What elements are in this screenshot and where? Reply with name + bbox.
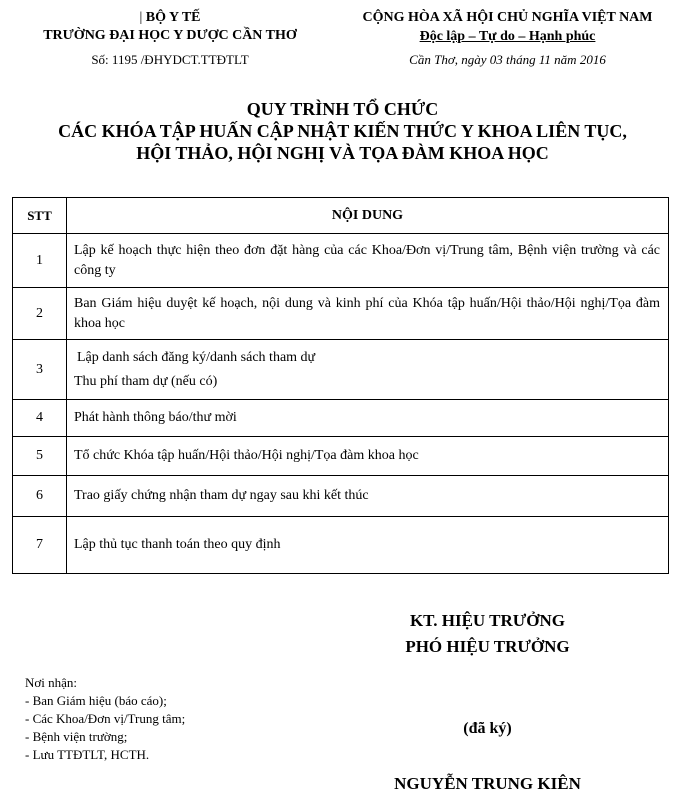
document-title-line2: CÁC KHÓA TẬP HUẤN CẬP NHẬT KIẾN THỨC Y KHOA LIÊN TỤC, [58, 121, 627, 141]
header-content: NỘI DUNG [67, 198, 669, 234]
row-stt: 5 [13, 437, 67, 476]
procedure-table [12, 197, 669, 574]
recipients-block [25, 674, 185, 764]
row-line: Thu phí tham dự (nếu có) [74, 373, 218, 389]
table-row [13, 234, 669, 288]
row-stt: 3 [13, 340, 67, 400]
row-stt: 1 [13, 234, 67, 288]
table-row [13, 517, 669, 574]
table-row [13, 400, 669, 437]
row-content: Lập thủ tục thanh toán theo quy định [67, 517, 669, 574]
header-stt: STT [13, 198, 67, 234]
row-stt: 7 [13, 517, 67, 574]
row-content: Lập kế hoạch thực hiện theo đơn đặt hàng của các Khoa/Đơn vị/Trung tâm, Bệnh viện trường và các công ty [67, 234, 669, 288]
table-header-row [13, 198, 669, 234]
signature-on-behalf: KT. HIỆU TRƯỞNG [409, 611, 566, 630]
table-row [13, 476, 669, 517]
document-title: QUY TRÌNH TỔ CHỨC [246, 99, 439, 119]
republic-heading: CỘNG HÒA XÃ HỘI CHỦ NGHĨA VIỆT NAM [362, 10, 653, 25]
recipients-heading: Nơi nhận: [25, 675, 78, 690]
signature-position: PHÓ HIỆU TRƯỞNG [405, 637, 570, 656]
row-stt: 6 [13, 476, 67, 517]
table-row [13, 437, 669, 476]
table-row [13, 340, 669, 400]
row-content: Phát hành thông báo/thư mời [67, 400, 669, 437]
row-stt: 4 [13, 400, 67, 437]
signer-name: NGUYỄN TRUNG KIÊN [394, 774, 581, 793]
table-row [13, 288, 669, 340]
row-content [67, 340, 669, 400]
row-content: Tổ chức Khóa tập huấn/Hội thảo/Hội nghị/Tọa đàm khoa học [67, 437, 669, 476]
recipient-item: - Lưu TTĐTLT, HCTH. [25, 747, 150, 762]
row-stt: 2 [13, 288, 67, 340]
row-content: Trao giấy chứng nhận tham dự ngay sau khi kết thúc [67, 476, 669, 517]
row-content: Ban Giám hiệu duyệt kế hoạch, nội dung và kinh phí của Khóa tập huấn/Hội thảo/Hội nghị/Tọa đàm khoa học [67, 288, 669, 340]
document-title-line3: HỘI THẢO, HỘI NGHỊ VÀ TỌA ĐÀM KHOA HỌC [136, 143, 549, 163]
recipient-item: - Các Khoa/Đơn vị/Trung tâm; [25, 711, 186, 726]
place-date: Cần Thơ, ngày 03 tháng 11 năm 2016 [409, 52, 606, 67]
university-name: TRƯỜNG ĐẠI HỌC Y DƯỢC CẦN THƠ [43, 28, 297, 43]
national-motto: Độc lập – Tự do – Hạnh phúc [419, 29, 596, 44]
row-line: Lập danh sách đăng ký/danh sách tham dự [77, 349, 316, 365]
document-number: Số: 1195 /ĐHYDCT.TTĐTLT [91, 52, 249, 67]
recipient-item: - Ban Giám hiệu (báo cáo); [25, 693, 167, 708]
ministry-name: | BỘ Y TẾ [139, 10, 201, 25]
signature-signed-mark: (đã ký) [463, 720, 512, 737]
recipient-item: - Bệnh viện trường; [25, 729, 128, 744]
